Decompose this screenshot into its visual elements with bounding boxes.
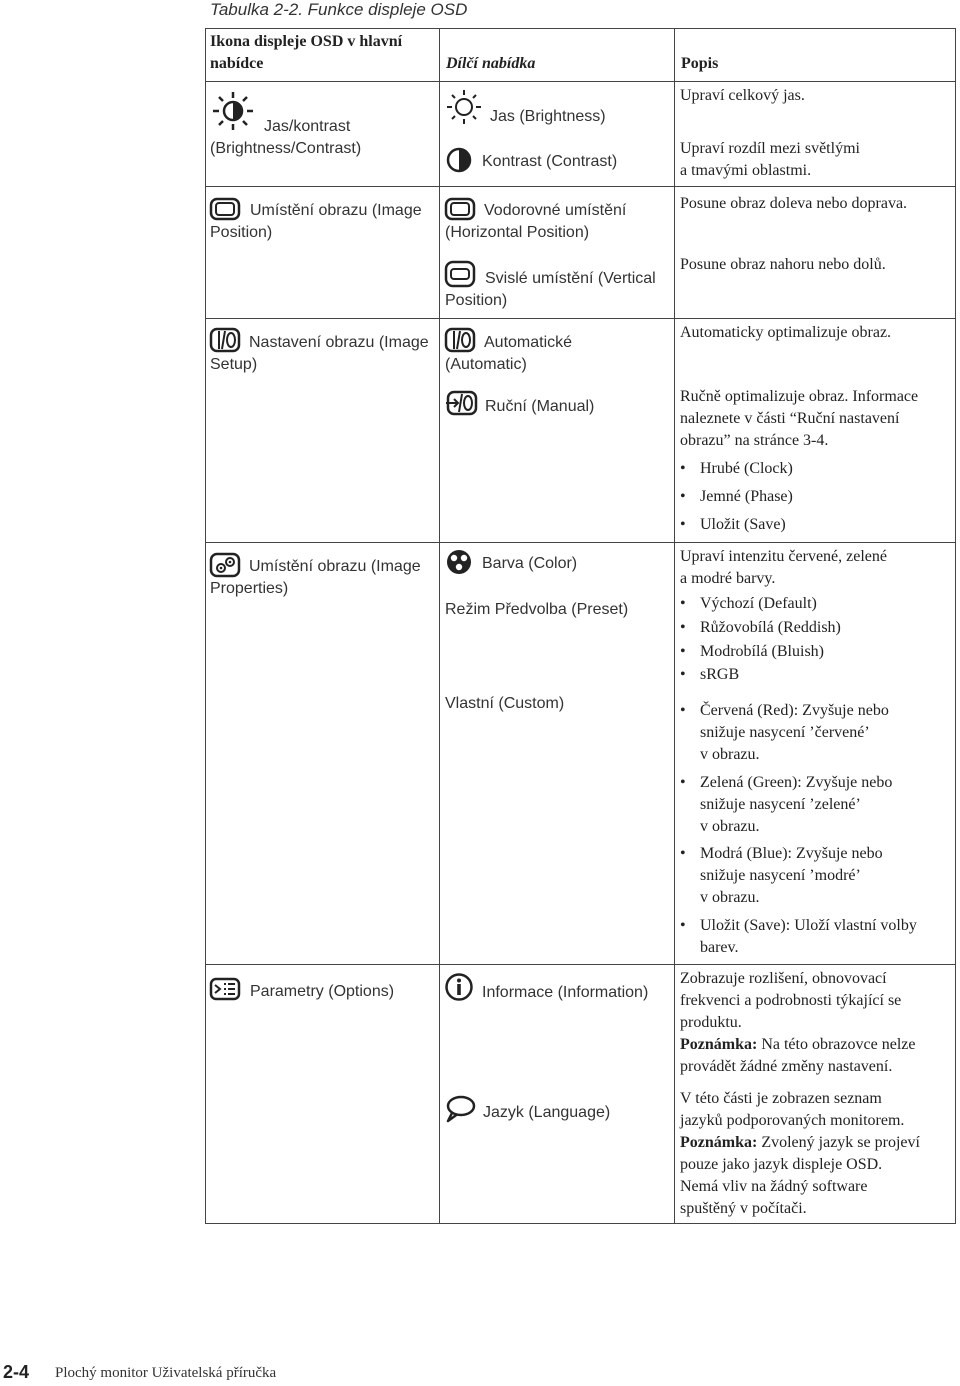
brightness-icon <box>210 90 256 132</box>
custom-save-line2: barev. <box>700 939 739 956</box>
bullet-dot: • <box>680 460 686 477</box>
note-language <box>680 1132 920 1154</box>
sub-preset: Režim Předvolba (Preset) <box>445 601 629 618</box>
bullet-dot: • <box>680 619 686 636</box>
vertical-position-icon <box>444 260 476 288</box>
desc-manual-line3: obrazu” na stránce 3-4. <box>680 432 829 449</box>
bullet-text: sRGB <box>700 666 740 683</box>
header-submenu: Dílčí nabídka <box>446 55 536 72</box>
page-number: 2-4 <box>3 1362 30 1382</box>
desc-contrast: Upraví rozdíl mezi světlými <box>680 140 860 157</box>
bullet-dot: • <box>680 845 686 862</box>
main-image-position-line2: Position) <box>210 224 273 241</box>
sub-vertical-position-line2: Position) <box>445 292 508 309</box>
sub-horizontal-position: Vodorovné umístění <box>484 202 627 219</box>
desc-information-line2: frekvenci a podrobnosti týkající se <box>680 992 902 1009</box>
options-icon <box>209 977 241 1001</box>
footer-title: Plochý monitor Uživatelská příručka <box>55 1365 277 1381</box>
row-divider <box>205 318 956 319</box>
sub-information: Informace (Information) <box>482 984 649 1001</box>
bullet-text: Zelená (Green): Zvyšuje nebo <box>700 774 893 791</box>
bullet-text: Růžovobílá (Reddish) <box>700 619 841 636</box>
main-image-position: Umístění obrazu (Image <box>250 202 422 219</box>
sub-brightness: Jas (Brightness) <box>490 108 606 125</box>
note-language-line4: spuštěný v počítači. <box>680 1200 807 1217</box>
sub-automatic-line2: (Automatic) <box>445 356 527 373</box>
custom-green-line3: v obrazu. <box>700 818 760 835</box>
desc-language: V této části je zobrazen seznam <box>680 1090 882 1107</box>
column-divider <box>439 29 440 1223</box>
desc-manual: Ručně optimalizuje obraz. Informace <box>680 388 919 405</box>
sub-vertical-position: Svislé umístění (Vertical <box>485 270 656 287</box>
header-main-icon: Ikona displeje OSD v hlavní <box>210 33 403 50</box>
sub-language: Jazyk (Language) <box>483 1104 611 1121</box>
contrast-icon <box>445 146 473 174</box>
custom-red-line2: snižuje nasycení ’červené’ <box>700 724 870 741</box>
horizontal-position-icon <box>444 197 476 221</box>
sub-contrast: Kontrast (Contrast) <box>482 153 618 170</box>
bullet-text: Uložit (Save) <box>700 516 786 533</box>
custom-blue-line2: snižuje nasycení ’modré’ <box>700 867 861 884</box>
main-brightness-contrast-line2: (Brightness/Contrast) <box>210 140 362 157</box>
sub-custom: Vlastní (Custom) <box>445 695 565 712</box>
main-brightness-contrast: Jas/kontrast <box>264 118 351 135</box>
image-setup-icon <box>209 327 241 353</box>
bullet-dot: • <box>680 774 686 791</box>
main-image-properties: Umístění obrazu (Image <box>249 558 421 575</box>
desc-automatic: Automaticky optimalizuje obraz. <box>680 324 892 341</box>
note-text: Zvolený jazyk se projeví <box>761 1134 920 1151</box>
main-image-setup-line2: Setup) <box>210 356 258 373</box>
color-icon <box>445 548 473 576</box>
bullet-dot: • <box>680 702 686 719</box>
note-label: Poznámka: <box>680 1036 758 1053</box>
bullet-text: Jemné (Phase) <box>700 488 793 505</box>
header-main-icon-line2: nabídce <box>210 55 264 72</box>
sub-horizontal-position-line2: (Horizontal Position) <box>445 224 590 241</box>
desc-information-line3: produktu. <box>680 1014 742 1031</box>
desc-contrast-line2: a tmavými oblastmi. <box>680 162 812 179</box>
custom-red-line3: v obrazu. <box>700 746 760 763</box>
note-information-line2: provádět žádné změny nastavení. <box>680 1058 893 1075</box>
sub-automatic: Automatické <box>484 334 573 351</box>
note-language-line2: pouze jako jazyk displeje OSD. <box>680 1156 883 1173</box>
note-label: Poznámka: <box>680 1134 758 1151</box>
bullet-text: Uložit (Save): Uloží vlastní volby <box>700 917 917 934</box>
bullet-text: Hrubé (Clock) <box>700 460 793 477</box>
note-language-line3: Nemá vliv na žádný software <box>680 1178 868 1195</box>
note-information <box>680 1034 915 1056</box>
image-properties-icon <box>209 552 241 578</box>
bullet-dot: • <box>680 488 686 505</box>
header-divider <box>206 81 955 82</box>
manual-icon <box>444 390 478 416</box>
column-divider <box>674 29 675 1223</box>
bullet-dot: • <box>680 643 686 660</box>
custom-blue-line3: v obrazu. <box>700 889 760 906</box>
information-icon <box>444 972 474 1002</box>
bullet-text: Výchozí (Default) <box>700 595 817 612</box>
sun-icon <box>444 88 484 126</box>
automatic-icon <box>444 327 476 353</box>
desc-vertical-position: Posune obraz nahoru nebo dolů. <box>680 256 886 273</box>
custom-green-line2: snižuje nasycení ’zelené’ <box>700 796 861 813</box>
note-text: Na této obrazovce nelze <box>761 1036 916 1053</box>
row-divider <box>205 542 956 543</box>
main-image-setup: Nastavení obrazu (Image <box>249 334 429 351</box>
bullet-text: Červená (Red): Zvyšuje nebo <box>700 702 889 719</box>
image-position-icon <box>209 197 241 221</box>
bullet-dot: • <box>680 917 686 934</box>
sub-color: Barva (Color) <box>482 555 578 572</box>
row-divider <box>205 964 956 965</box>
desc-language-line2: jazyků podporovaných monitorem. <box>680 1112 905 1129</box>
desc-brightness: Upraví celkový jas. <box>680 87 805 104</box>
bullet-dot: • <box>680 516 686 533</box>
bullet-dot: • <box>680 666 686 683</box>
table-caption: Tabulka 2-2. Funkce displeje OSD <box>210 0 468 19</box>
main-image-properties-line2: Properties) <box>210 580 289 597</box>
desc-information: Zobrazuje rozlišení, obnovovací <box>680 970 887 987</box>
desc-color-line2: a modré barvy. <box>680 570 776 587</box>
main-options: Parametry (Options) <box>250 983 395 1000</box>
row-divider <box>205 186 956 187</box>
bullet-dot: • <box>680 595 686 612</box>
header-description: Popis <box>681 55 719 72</box>
desc-manual-line2: naleznete v části “Ruční nastavení <box>680 410 900 427</box>
desc-color: Upraví intenzitu červené, zelené <box>680 548 887 565</box>
language-icon <box>444 1094 476 1124</box>
bullet-text: Modrá (Blue): Zvyšuje nebo <box>700 845 883 862</box>
bullet-text: Modrobílá (Bluish) <box>700 643 824 660</box>
desc-horizontal-position: Posune obraz doleva nebo doprava. <box>680 195 908 212</box>
sub-manual: Ruční (Manual) <box>485 398 595 415</box>
